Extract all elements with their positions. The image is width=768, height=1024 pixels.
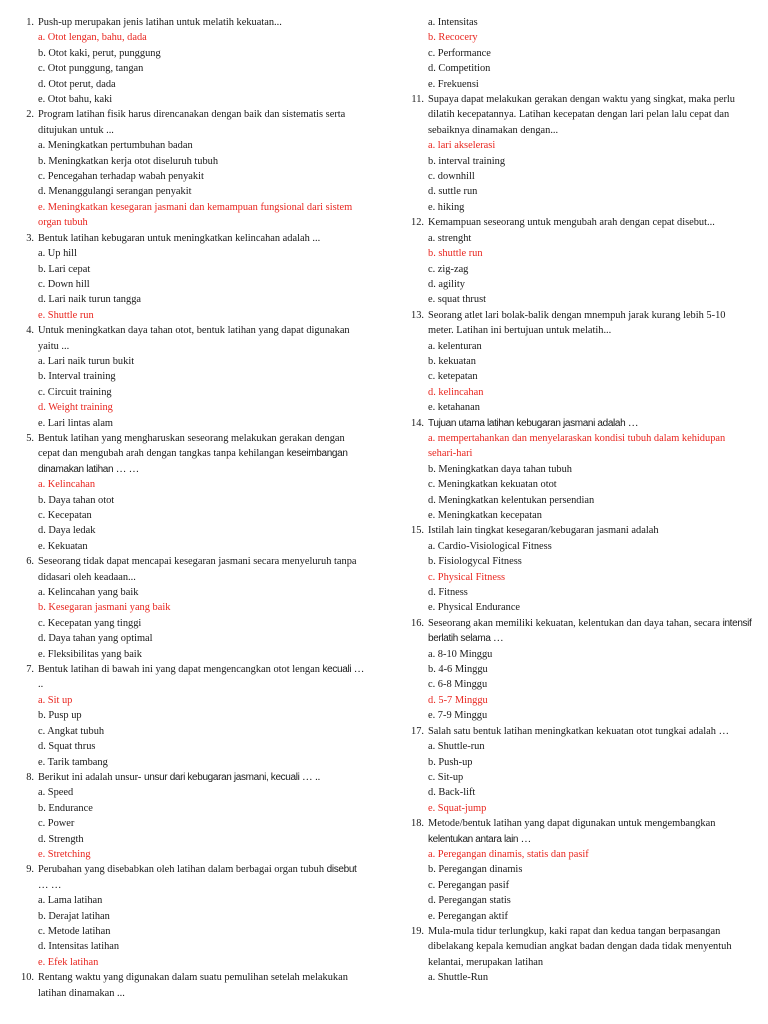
- question-11: [406, 92, 752, 215]
- question-number: 18.: [411, 818, 424, 830]
- correct-answer-option: a. Peregangan dinamis, statis dan pasif: [428, 848, 589, 860]
- question-16: [406, 616, 752, 724]
- answer-option: a. Meningkatkan pertumbuhan badan: [38, 140, 193, 152]
- question-10-options-continued: [406, 15, 752, 92]
- correct-answer-option: a. Sit up: [38, 694, 73, 706]
- question-text: [428, 924, 752, 970]
- answer-option: d. Meningkatkan kelentukan persendian: [428, 494, 595, 506]
- question-text-main: Bentuk latihan di bawah ini yang dapat mengencangkan otot lengan: [38, 664, 320, 676]
- question-text-main: Supaya dapat melakukan gerakan dengan waktu yang singkat, maka perlu dilatih kecepatannya. Latihan kecepatan dengan lari pelan lalu cepat dan sebaiknya dinamakan dengan...: [428, 94, 735, 136]
- question-text-tail: kecuali: [322, 664, 352, 676]
- option-list: [406, 231, 752, 308]
- question-18: [406, 816, 752, 924]
- answer-option: c. Meningkatkan kekuatan otot: [428, 479, 557, 491]
- option-list: [406, 970, 752, 985]
- question-text: [38, 15, 368, 30]
- question-13: [406, 308, 752, 416]
- option-list: [16, 785, 368, 862]
- answer-option: c. Circuit training: [38, 386, 112, 398]
- answer-option: a. Intensitas: [428, 17, 478, 28]
- answer-option: d. Back-lift: [428, 787, 476, 799]
- option-list: [16, 693, 368, 770]
- answer-option: e. Frekuensi: [428, 78, 479, 90]
- answer-option: d. Intensitas latihan: [38, 941, 120, 953]
- answer-option: b. Derajat latihan: [38, 910, 110, 922]
- question-text-main: Seorang atlet lari bolak-balik dengan mnempuh jarak kurang lebih 5-10 meter. Latihan ini bertujuan untuk melatih...: [428, 309, 726, 337]
- question-text-tail: Tujuan utama latihan kebugaran jasmani adalah: [428, 417, 626, 429]
- option-list: [16, 585, 368, 662]
- question-line: [406, 92, 752, 138]
- question-text-tail: keseimbangan dinamakan latihan: [38, 448, 348, 475]
- question-text: [428, 816, 752, 847]
- answer-option: d. Fitness: [428, 587, 468, 599]
- question-text-main: Istilah lain tingkat kesegaran/kebugaran jasmani adalah: [428, 525, 659, 537]
- question-line: [16, 323, 368, 354]
- question-number: 1.: [26, 17, 34, 28]
- correct-answer-option: a. mempertahankan dan menyelaraskan kondisi tubuh dalam kehidupan sehari-hari: [428, 432, 726, 460]
- question-text-end: … ..: [38, 664, 365, 691]
- question-number: 12.: [411, 217, 424, 229]
- answer-option: b. Fisiologycal Fitness: [428, 556, 522, 568]
- question-text-main: Perubahan yang disebabkan oleh latihan dalam berbagai organ tubuh: [38, 864, 325, 876]
- option-list: [406, 431, 752, 523]
- question-text-end: … …: [38, 879, 62, 891]
- answer-option: d. Daya ledak: [38, 525, 96, 537]
- answer-option: d. Otot perut, dada: [38, 78, 116, 90]
- answer-option: c. Pencegahan terhadap wabah penyakit: [38, 171, 204, 183]
- question-line: [406, 416, 752, 431]
- answer-option: b. Endurance: [38, 802, 93, 814]
- question-line: [16, 970, 368, 1001]
- answer-option: a. Speed: [38, 787, 74, 799]
- question-text-end: … ..: [299, 771, 321, 783]
- question-17: [406, 724, 752, 816]
- question-number: 11.: [411, 94, 424, 106]
- question-3: [16, 231, 368, 323]
- correct-answer-option: e. Efek latihan: [38, 956, 99, 968]
- answer-option: d. suttle run: [428, 186, 478, 198]
- answer-option: b. Interval training: [38, 371, 116, 383]
- answer-option: b. Push-up: [428, 756, 473, 768]
- answer-option: e. ketahanan: [428, 402, 480, 414]
- question-text-main: Push-up merupakan jenis latihan untuk melatih kekuatan...: [38, 17, 282, 28]
- question-number: 17.: [411, 725, 424, 737]
- option-list: [406, 847, 752, 924]
- question-line: [406, 616, 752, 647]
- answer-option: e. Fleksibilitas yang baik: [38, 648, 142, 660]
- question-line: [16, 862, 368, 893]
- question-line: [406, 924, 752, 970]
- question-text-tail: unsur dari kebugaran jasmani, kecuali: [144, 771, 300, 783]
- answer-option: e. Otot bahu, kaki: [38, 94, 113, 106]
- answer-option: e. 7-9 Minggu: [428, 710, 488, 722]
- question-9: [16, 862, 368, 970]
- question-text-main: Kemampuan seseorang untuk mengubah arah dengan cepat disebut...: [428, 217, 715, 229]
- question-line: [406, 724, 752, 739]
- question-number: 4.: [26, 325, 34, 337]
- question-text-main: Program latihan fisik harus direncanakan dengan baik dan sistematis serta ditujukan untuk ...: [38, 109, 346, 136]
- answer-option: c. Otot punggung, tangan: [38, 63, 144, 75]
- correct-answer-option: d. kelincahan: [428, 386, 484, 398]
- question-7: [16, 662, 368, 770]
- question-number: 13.: [411, 309, 424, 321]
- answer-option: a. Shuttle-run: [428, 741, 485, 753]
- answer-option: c. Peregangan pasif: [428, 879, 510, 891]
- answer-option: b. 4-6 Minggu: [428, 664, 488, 676]
- answer-option: c. Kecepatan yang tinggi: [38, 617, 142, 629]
- answer-option: b. Lari cepat: [38, 263, 91, 275]
- question-text: [38, 970, 368, 1001]
- question-number: 5.: [26, 432, 34, 444]
- question-text-tail: kelentukan antara lain: [428, 833, 519, 845]
- answer-option: d. Menanggulangi serangan penyakit: [38, 186, 192, 198]
- question-text: [428, 616, 752, 647]
- question-text: [428, 724, 752, 739]
- correct-answer-option: b. Kesegaran jasmani yang baik: [38, 602, 171, 614]
- correct-answer-option: e. Meningkatkan kesegaran jasmani dan kemampuan fungsional dari sistem organ tubuh: [38, 201, 353, 229]
- answer-option: e. Tarik tambang: [38, 756, 108, 768]
- question-number: 9.: [26, 864, 34, 876]
- answer-option: b. interval training: [428, 155, 506, 167]
- question-number: 8.: [26, 771, 34, 783]
- correct-answer-option: d. 5-7 Minggu: [428, 694, 488, 706]
- question-text-main: Salah satu bentuk latihan meningkatkan kekuatan otot tungkai adalah …: [428, 725, 729, 737]
- question-number: 15.: [411, 525, 424, 537]
- option-list: [406, 339, 752, 416]
- answer-option: c. Performance: [428, 47, 491, 59]
- answer-option: a. strenght: [428, 232, 472, 244]
- question-15: [406, 523, 752, 615]
- question-number: 14.: [411, 417, 424, 429]
- question-text: [38, 662, 368, 693]
- question-text: [428, 308, 752, 339]
- question-line: [16, 431, 368, 477]
- answer-option: c. 6-8 Minggu: [428, 679, 488, 691]
- answer-option: a. Cardio-Visiological Fitness: [428, 540, 552, 552]
- question-text-end: …: [625, 417, 639, 429]
- question-10: [16, 970, 368, 1001]
- answer-option: c. downhill: [428, 171, 475, 183]
- question-text-main: Metode/bentuk latihan yang dapat digunakan untuk mengembangkan: [428, 818, 716, 830]
- question-line: [16, 15, 368, 30]
- answer-option: a. Kelincahan yang baik: [38, 587, 139, 599]
- answer-option: e. Meningkatkan kecepatan: [428, 510, 542, 521]
- question-number: 10.: [21, 972, 34, 984]
- answer-option: a. Shuttle-Run: [428, 972, 489, 984]
- answer-option: c. zig-zag: [428, 263, 469, 275]
- answer-option: b. kekuatan: [428, 355, 476, 367]
- answer-option: d. Strength: [38, 833, 84, 845]
- answer-option: c. Metode latihan: [38, 925, 111, 937]
- answer-option: e. hiking: [428, 201, 465, 213]
- question-text: [38, 323, 368, 354]
- answer-option: a. Lari naik turun bukit: [38, 355, 135, 367]
- question-2: [16, 107, 368, 230]
- answer-option: b. Meningkatkan daya tahan tubuh: [428, 463, 572, 475]
- question-number: 7.: [26, 664, 34, 676]
- correct-answer-option: d. Weight training: [38, 402, 113, 414]
- answer-option: c. Sit-up: [428, 771, 464, 783]
- question-line: [16, 231, 368, 246]
- question-1: [16, 15, 368, 107]
- answer-option: a. kelenturan: [428, 340, 482, 352]
- question-4: [16, 323, 368, 431]
- answer-option: c. Kecepatan: [38, 510, 92, 521]
- question-text: [38, 862, 368, 893]
- answer-option: c. Power: [38, 818, 75, 830]
- question-text: [428, 523, 752, 538]
- question-number: 2.: [26, 109, 34, 121]
- question-line: [16, 662, 368, 693]
- answer-option: d. agility: [428, 278, 465, 290]
- answer-option: e. Kekuatan: [38, 540, 88, 552]
- question-text-end: …: [490, 633, 504, 645]
- option-list: [406, 739, 752, 816]
- question-text: [38, 431, 368, 477]
- question-text: [38, 231, 368, 246]
- question-8: [16, 770, 368, 862]
- answer-option: d. Lari naik turun tangga: [38, 294, 142, 306]
- right-column: [406, 15, 752, 986]
- answer-option: c. ketepatan: [428, 371, 478, 383]
- question-text-tail: intensif berlatih selama: [428, 617, 752, 645]
- correct-answer-option: a. Otot lengan, bahu, dada: [38, 32, 147, 44]
- answer-option: d. Peregangan statis: [428, 895, 511, 907]
- answer-option: d. Competition: [428, 63, 491, 75]
- correct-answer-option: e. Squat-jump: [428, 802, 487, 814]
- correct-answer-option: e. Shuttle run: [38, 309, 94, 321]
- correct-answer-option: b. shuttle run: [428, 248, 483, 260]
- answer-option: c. Down hill: [38, 278, 90, 290]
- question-text-main: Untuk meningkatkan daya tahan otot, bentuk latihan yang dapat digunakan yaitu ...: [38, 325, 350, 352]
- answer-option: b. Daya tahan otot: [38, 494, 115, 506]
- question-text-end: …: [518, 833, 532, 845]
- option-list: [16, 30, 368, 107]
- answer-option: e. Peregangan aktif: [428, 910, 508, 922]
- option-list: [406, 647, 752, 724]
- answer-option: d. Daya tahan yang optimal: [38, 633, 153, 645]
- answer-option: a. Lama latihan: [38, 895, 103, 907]
- answer-option: b. Peregangan dinamis: [428, 864, 523, 876]
- question-14: [406, 416, 752, 524]
- answer-option: e. Physical Endurance: [428, 602, 521, 614]
- question-text-main: Mula-mula tidur terlungkup, kaki rapat dan kedua tangan berpasangan dibelakang kepala kemudian angkat badan dengan dada tidak menyentuh kelantai, merupakan latihan: [428, 925, 732, 968]
- correct-answer-option: c. Physical Fitness: [428, 571, 506, 583]
- question-text: [428, 416, 752, 431]
- option-list: [16, 138, 368, 230]
- question-5: [16, 431, 368, 554]
- question-text-main: Berikut ini adalah unsur-: [38, 771, 142, 783]
- question-line: [406, 816, 752, 847]
- question-line: [406, 308, 752, 339]
- option-list: [406, 138, 752, 215]
- question-line: [406, 523, 752, 538]
- question-text: [38, 554, 368, 585]
- answer-option: e. squat thrust: [428, 294, 487, 306]
- question-line: [16, 770, 368, 785]
- question-line: [16, 554, 368, 585]
- option-list: [16, 246, 368, 323]
- question-line: [16, 107, 368, 138]
- answer-option: a. 8-10 Minggu: [428, 648, 493, 660]
- question-text-main: Seseorang akan memiliki kekuatan, kelentukan dan daya tahan, secara: [428, 617, 720, 629]
- question-number: 16.: [411, 617, 424, 629]
- question-text: [38, 770, 368, 785]
- question-text-tail: disebut: [326, 864, 357, 876]
- correct-answer-option: b. Recocery: [428, 32, 478, 44]
- answer-option: e. Lari lintas alam: [38, 417, 114, 429]
- answer-option: b. Meningkatkan kerja otot diseluruh tubuh: [38, 155, 219, 167]
- answer-option: d. Squat thrus: [38, 741, 96, 753]
- left-column: [16, 15, 368, 1001]
- question-number: 3.: [26, 232, 34, 244]
- question-12: [406, 215, 752, 307]
- option-list: [406, 539, 752, 616]
- correct-answer-option: a. lari akselerasi: [428, 140, 496, 152]
- question-19: [406, 924, 752, 986]
- question-text-end: … …: [113, 463, 140, 475]
- option-list: [16, 477, 368, 554]
- question-text-main: Bentuk latihan kebugaran untuk meningkatkan kelincahan adalah ...: [38, 232, 321, 244]
- option-list: [16, 893, 368, 970]
- correct-answer-option: a. Kelincahan: [38, 479, 96, 491]
- correct-answer-option: e. Stretching: [38, 848, 91, 860]
- question-text-main: Bentuk latihan yang mengharuskan seseorang melakukan gerakan dengan cepat dan mengubah arah dengan tangkas tanpa kehilangan: [38, 432, 345, 460]
- question-line: [406, 215, 752, 230]
- question-text-main: Rentang waktu yang digunakan dalam suatu pemulihan setelah melakukan latihan dinamakan ...: [38, 972, 348, 999]
- answer-option: c. Angkat tubuh: [38, 725, 105, 737]
- answer-option: b. Otot kaki, perut, punggung: [38, 47, 161, 59]
- question-6: [16, 554, 368, 662]
- question-text: [428, 215, 752, 230]
- question-text: [428, 92, 752, 138]
- question-number: 19.: [411, 925, 424, 937]
- question-text-main: Seseorang tidak dapat mencapai kesegaran jasmani secara menyeluruh tanpa didasari oleh keadaan...: [38, 556, 357, 583]
- question-number: 6.: [26, 556, 34, 568]
- question-text: [38, 107, 368, 138]
- answer-option: b. Pusp up: [38, 710, 82, 722]
- answer-option: a. Up hill: [38, 248, 77, 260]
- option-list: [16, 354, 368, 431]
